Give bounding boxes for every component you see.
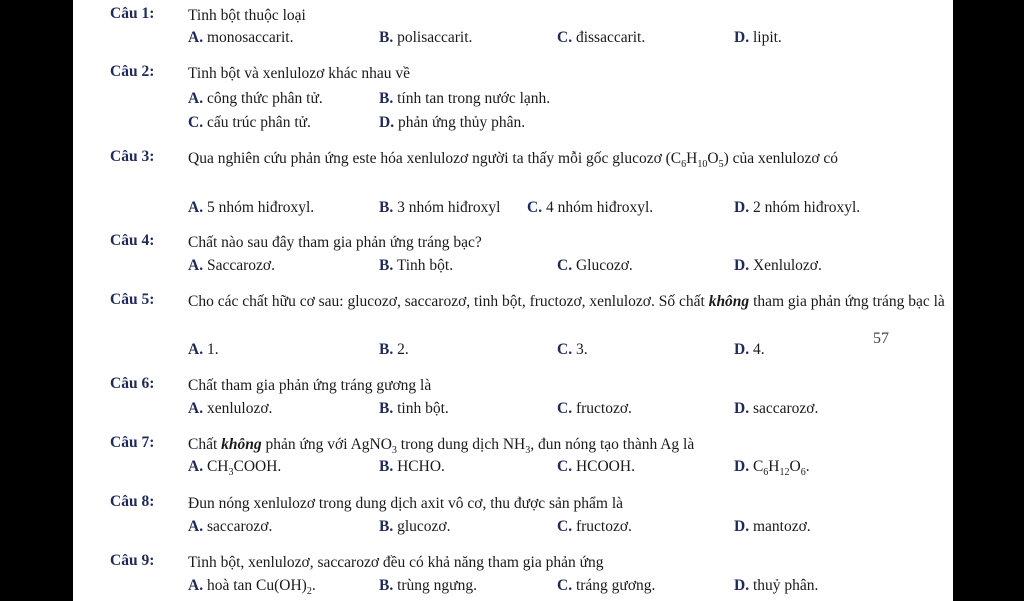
- question-number: Câu 2:: [110, 63, 155, 80]
- option-b[interactable]: B. 2.: [379, 341, 409, 358]
- option-c[interactable]: C. Glucozơ.: [557, 257, 633, 274]
- question-number: Câu 5:: [110, 291, 155, 308]
- question-number: Câu 4:: [110, 232, 155, 249]
- question-text: Cho các chất hữu cơ sau: glucozơ, saccarozơ, tinh bột, fructozơ, xenlulozơ. Số chất không tham gia phản ứng tráng bạc là: [188, 293, 945, 310]
- question-text: Qua nghiên cứu phản ứng este hóa xenlulozơ người ta thấy mỗi gốc glucozơ $(C_6H_{10}O_5)$ của xenlulozơ có: [188, 150, 839, 171]
- question-number: Câu 1:: [110, 5, 155, 22]
- option-b[interactable]: B. polisaccarit.: [379, 29, 473, 46]
- question-number: Câu 8:: [110, 493, 155, 510]
- question-number: Câu 7:: [110, 434, 155, 451]
- option-c[interactable]: C. cấu trúc phân tử.: [188, 114, 311, 131]
- handwritten-mark: 57: [873, 330, 889, 347]
- option-a[interactable]: A. monosaccarit.: [188, 29, 294, 46]
- question-text: Chất không phản ứng với AgNO$_3$ trong dung dịch $NH_3$, đun nóng tạo thành Ag là: [188, 436, 695, 457]
- option-d[interactable]: D. saccarozơ.: [734, 400, 819, 417]
- question-text: Chất tham gia phản ứng tráng gương là: [188, 377, 432, 394]
- question-text: Chất nào sau đây tham gia phản ứng tráng bạc?: [188, 234, 482, 251]
- option-d[interactable]: D. $C_6H_{12}O_6$.: [734, 458, 810, 479]
- option-a[interactable]: A. xenlulozơ.: [188, 400, 273, 417]
- option-d[interactable]: D. 4.: [734, 341, 765, 358]
- question-number: Câu 6:: [110, 375, 155, 392]
- option-c[interactable]: C. fructozơ.: [557, 400, 632, 417]
- option-a[interactable]: A. 1.: [188, 341, 219, 358]
- option-a[interactable]: A. saccarozơ.: [188, 518, 273, 535]
- option-a[interactable]: A. công thức phân tử.: [188, 90, 323, 107]
- option-d[interactable]: D. phản ứng thủy phân.: [379, 114, 526, 131]
- option-c[interactable]: C. 3.: [557, 341, 588, 358]
- option-d[interactable]: D. Xenlulozơ.: [734, 257, 822, 274]
- option-d[interactable]: D. mantozơ.: [734, 518, 811, 535]
- option-c[interactable]: C. 4 nhóm hiđroxyl.: [527, 199, 654, 216]
- option-d[interactable]: D. lipit.: [734, 29, 782, 46]
- option-b[interactable]: B. tính tan trong nước lạnh.: [379, 90, 551, 107]
- question-text: Tinh bột thuộc loại: [188, 7, 306, 24]
- question-number: Câu 3:: [110, 148, 155, 165]
- option-c[interactable]: C. tráng gương.: [557, 577, 656, 594]
- option-a[interactable]: A. 5 nhóm hiđroxyl.: [188, 199, 315, 216]
- exam-page: [73, 0, 953, 601]
- question-number: Câu 9:: [110, 552, 155, 569]
- option-d[interactable]: D. 2 nhóm hiđroxyl.: [734, 199, 861, 216]
- option-b[interactable]: B. HCHO.: [379, 458, 445, 475]
- option-a[interactable]: A. $CH_3COOH$.: [188, 458, 282, 479]
- question-text: Tinh bột, xenlulozơ, saccarozơ đều có khả năng tham gia phản ứng: [188, 554, 604, 571]
- option-a[interactable]: A. Saccarozơ.: [188, 257, 275, 274]
- option-a[interactable]: A. hoà $\tan Cu(OH)_2$.: [188, 577, 316, 598]
- option-c[interactable]: C. đissaccarit.: [557, 29, 646, 46]
- option-c[interactable]: C. HCOOH.: [557, 458, 635, 475]
- option-b[interactable]: B. Tinh bột.: [379, 257, 454, 274]
- option-b[interactable]: B. glucozơ.: [379, 518, 451, 535]
- question-text: Đun nóng xenlulozơ trong dung dịch axit vô cơ, thu được sản phẩm là: [188, 495, 624, 512]
- option-b[interactable]: B. tinh bột.: [379, 400, 449, 417]
- option-b[interactable]: B. trùng ngưng.: [379, 577, 477, 594]
- option-c[interactable]: C. fructozơ.: [557, 518, 632, 535]
- question-text: Tinh bột và xenlulozơ khác nhau về: [188, 65, 411, 82]
- option-b[interactable]: B. 3 nhóm hiđroxyl: [379, 199, 501, 216]
- option-d[interactable]: D. thuỷ phân.: [734, 577, 819, 594]
